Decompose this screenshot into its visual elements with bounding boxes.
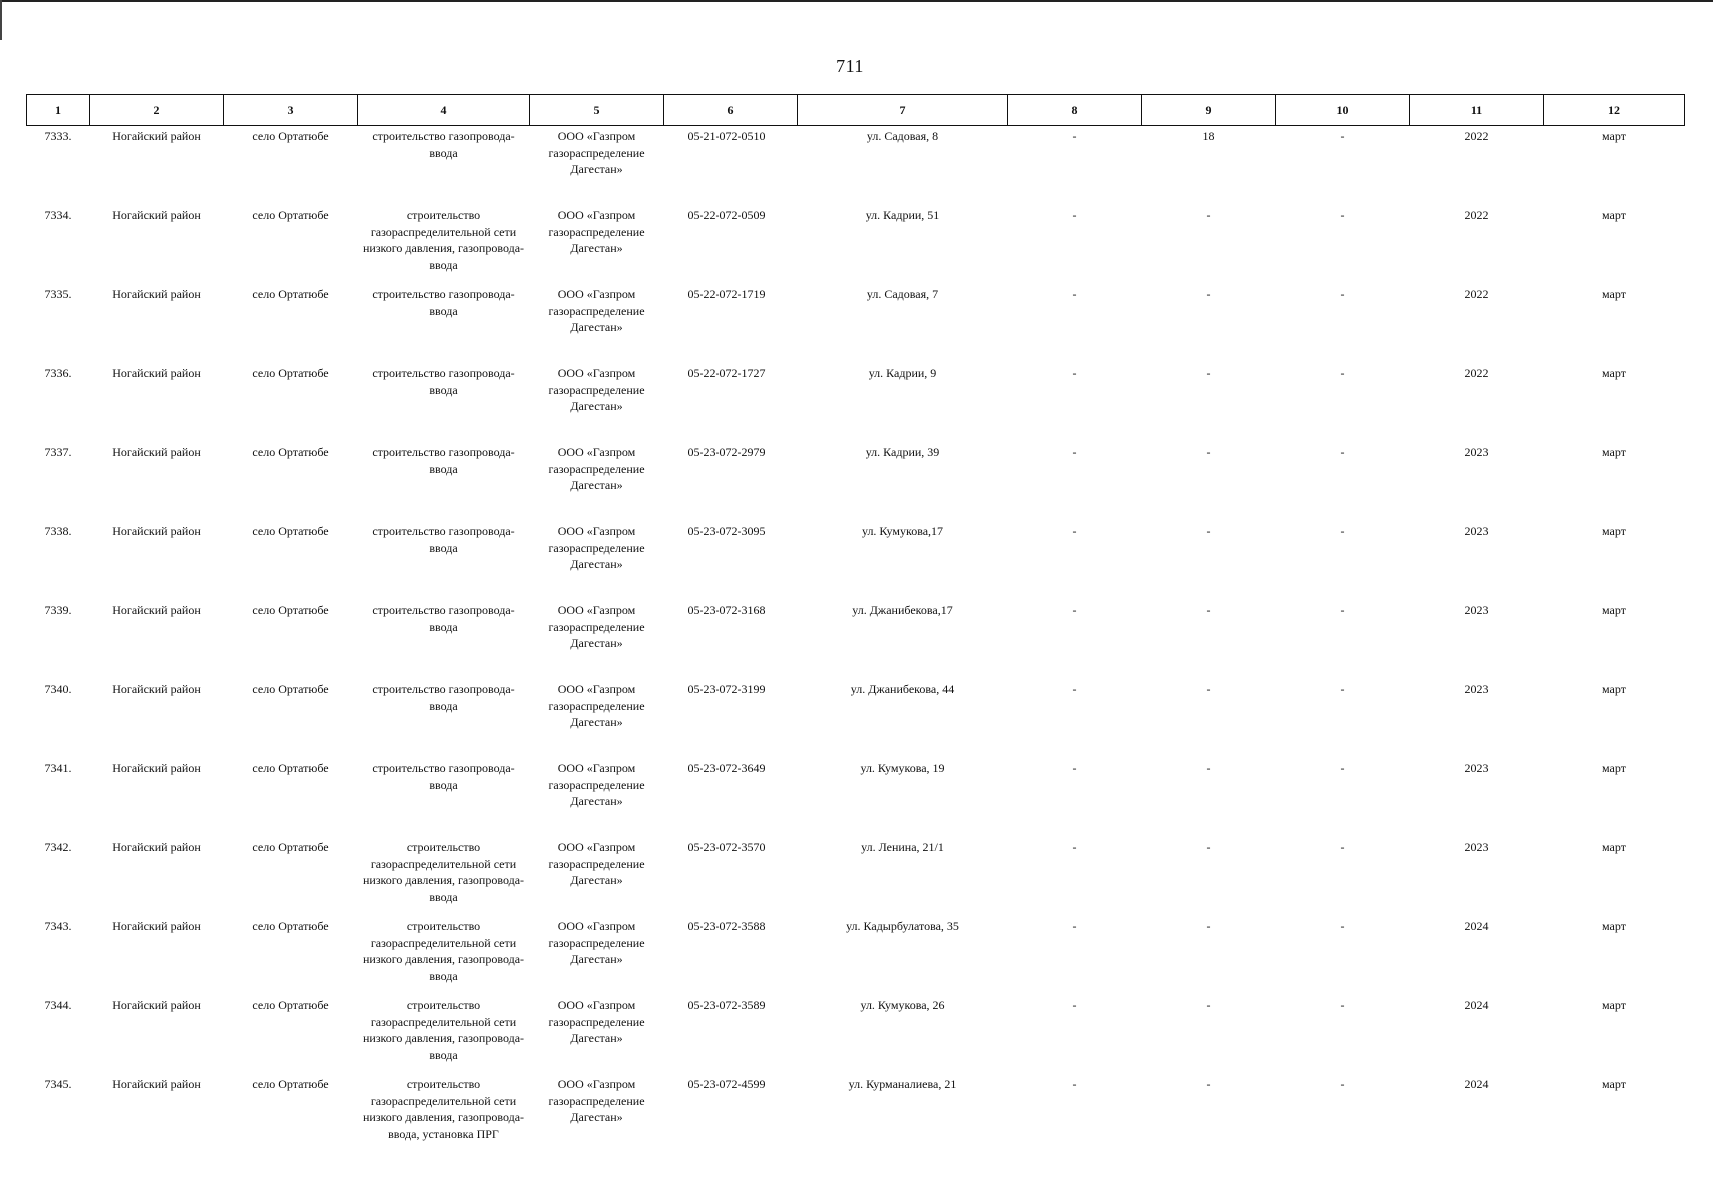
row-number: 7337. [44,445,72,459]
column-header-12: 12 [1544,95,1685,126]
column-header-3: 3 [224,95,358,126]
year-cell: 2023 [1464,524,1489,538]
district-cell: Ногайский район [112,1077,201,1091]
header-row [27,95,1685,126]
row-number: 7335. [44,287,72,301]
column-9-cell: - [1206,1077,1211,1091]
settlement-cell: село Ортатюбе [252,287,329,301]
column-header-4: 4 [358,95,530,126]
column-9-cell: - [1206,919,1211,933]
register-table [26,94,1685,1155]
district-cell: Ногайский район [112,208,201,222]
column-8-cell: - [1072,1077,1077,1091]
settlement-cell: село Ортатюбе [252,840,329,854]
column-10-cell: - [1340,208,1345,222]
table-header [27,95,1685,126]
year-cell: 2023 [1464,761,1489,775]
district-cell: Ногайский район [112,129,201,143]
year-cell: 2023 [1464,840,1489,854]
work-description-cell: строительство газопровода-ввода [372,524,515,555]
column-header-6: 6 [664,95,798,126]
organization-cell: ООО «Газпром газораспределение Дагестан» [548,840,645,887]
column-9-cell: 18 [1202,129,1215,143]
year-cell: 2024 [1464,998,1489,1012]
column-8-cell: - [1072,919,1077,933]
month-cell: март [1602,287,1626,301]
column-8-cell: - [1072,445,1077,459]
year-cell: 2024 [1464,1077,1489,1091]
table-row [27,602,1685,681]
work-description-cell: строительство газопровода-ввода [372,761,515,792]
column-10-cell: - [1340,998,1345,1012]
organization-cell: ООО «Газпром газораспределение Дагестан» [548,366,645,413]
table-row [27,126,1685,208]
cadastral-number-cell: 05-23-072-3589 [687,998,766,1012]
column-9-cell: - [1206,366,1211,380]
column-8-cell: - [1072,998,1077,1012]
table-row [27,286,1685,365]
address-cell: ул. Кадрии, 9 [868,366,937,380]
month-cell: март [1602,445,1626,459]
column-10-cell: - [1340,129,1345,143]
settlement-cell: село Ортатюбе [252,998,329,1012]
column-header-1: 1 [27,95,90,126]
column-9-cell: - [1206,603,1211,617]
year-cell: 2023 [1464,445,1489,459]
district-cell: Ногайский район [112,287,201,301]
settlement-cell: село Ортатюбе [252,1077,329,1091]
district-cell: Ногайский район [112,761,201,775]
work-description-cell: строительство газопровода-ввода [372,603,515,634]
work-description-cell: строительство газораспределительной сети низкого давления, газопровода-ввода [362,919,525,983]
table-row [27,444,1685,523]
column-header-5: 5 [530,95,664,126]
organization-cell: ООО «Газпром газораспределение Дагестан» [548,603,645,650]
row-number: 7344. [44,998,72,1012]
work-description-cell: строительство газораспределительной сети низкого давления, газопровода-ввода, установка ПРГ [362,1077,525,1141]
cadastral-number-cell: 05-23-072-3588 [687,919,766,933]
address-cell: ул. Джанибекова, 44 [850,682,955,696]
table-row [27,523,1685,602]
organization-cell: ООО «Газпром газораспределение Дагестан» [548,919,645,966]
year-cell: 2023 [1464,682,1489,696]
month-cell: март [1602,761,1626,775]
column-8-cell: - [1072,366,1077,380]
address-cell: ул. Кумукова, 19 [860,761,945,775]
column-10-cell: - [1340,919,1345,933]
cadastral-number-cell: 05-22-072-0509 [687,208,766,222]
cadastral-number-cell: 05-22-072-1719 [687,287,766,301]
organization-cell: ООО «Газпром газораспределение Дагестан» [548,998,645,1045]
settlement-cell: село Ортатюбе [252,761,329,775]
table-row [27,207,1685,286]
column-9-cell: - [1206,445,1211,459]
table-row [27,918,1685,997]
column-header-10: 10 [1276,95,1410,126]
column-10-cell: - [1340,287,1345,301]
district-cell: Ногайский район [112,998,201,1012]
row-number: 7345. [44,1077,72,1091]
row-number: 7333. [44,129,72,143]
settlement-cell: село Ортатюбе [252,682,329,696]
district-cell: Ногайский район [112,445,201,459]
row-number: 7334. [44,208,72,222]
address-cell: ул. Кадырбулатова, 35 [846,919,959,933]
organization-cell: ООО «Газпром газораспределение Дагестан» [548,445,645,492]
settlement-cell: село Ортатюбе [252,366,329,380]
column-10-cell: - [1340,761,1345,775]
column-8-cell: - [1072,129,1077,143]
address-cell: ул. Джанибекова,17 [852,603,953,617]
work-description-cell: строительство газораспределительной сети низкого давления, газопровода-ввода [362,840,525,904]
row-number: 7339. [44,603,72,617]
year-cell: 2023 [1464,603,1489,617]
settlement-cell: село Ортатюбе [252,129,329,143]
work-description-cell: строительство газораспределительной сети низкого давления, газопровода-ввода [362,998,525,1062]
district-cell: Ногайский район [112,524,201,538]
month-cell: март [1602,524,1626,538]
column-10-cell: - [1340,366,1345,380]
column-10-cell: - [1340,1077,1345,1091]
column-header-9: 9 [1142,95,1276,126]
district-cell: Ногайский район [112,682,201,696]
address-cell: ул. Курманалиева, 21 [848,1077,957,1091]
column-10-cell: - [1340,524,1345,538]
column-9-cell: - [1206,998,1211,1012]
year-cell: 2022 [1464,366,1489,380]
column-10-cell: - [1340,840,1345,854]
settlement-cell: село Ортатюбе [252,524,329,538]
cadastral-number-cell: 05-23-072-3570 [687,840,766,854]
cadastral-number-cell: 05-23-072-3095 [687,524,766,538]
address-cell: ул. Кумукова,17 [861,524,944,538]
column-10-cell: - [1340,603,1345,617]
month-cell: март [1602,208,1626,222]
scan-border-top [0,0,1713,2]
work-description-cell: строительство газораспределительной сети низкого давления, газопровода-ввода [362,208,525,272]
table-row [27,1076,1685,1155]
district-cell: Ногайский район [112,603,201,617]
month-cell: март [1602,919,1626,933]
organization-cell: ООО «Газпром газораспределение Дагестан» [548,129,645,176]
cadastral-number-cell: 05-21-072-0510 [687,129,766,143]
table-row [27,681,1685,760]
address-cell: ул. Кумукова, 26 [860,998,945,1012]
address-cell: ул. Садовая, 8 [866,129,939,143]
column-10-cell: - [1340,445,1345,459]
month-cell: март [1602,682,1626,696]
table-body [27,126,1685,1156]
column-header-8: 8 [1008,95,1142,126]
row-number: 7342. [44,840,72,854]
work-description-cell: строительство газопровода-ввода [372,129,515,160]
year-cell: 2024 [1464,919,1489,933]
cadastral-number-cell: 05-23-072-3649 [687,761,766,775]
organization-cell: ООО «Газпром газораспределение Дагестан» [548,287,645,334]
year-cell: 2022 [1464,208,1489,222]
table-row [27,839,1685,918]
year-cell: 2022 [1464,287,1489,301]
settlement-cell: село Ортатюбе [252,603,329,617]
organization-cell: ООО «Газпром газораспределение Дагестан» [548,761,645,808]
work-description-cell: строительство газопровода-ввода [372,445,515,476]
organization-cell: ООО «Газпром газораспределение Дагестан» [548,1077,645,1124]
cadastral-number-cell: 05-22-072-1727 [687,366,766,380]
year-cell: 2022 [1464,129,1489,143]
row-number: 7340. [44,682,72,696]
column-8-cell: - [1072,761,1077,775]
month-cell: март [1602,998,1626,1012]
month-cell: март [1602,603,1626,617]
organization-cell: ООО «Газпром газораспределение Дагестан» [548,524,645,571]
column-9-cell: - [1206,524,1211,538]
month-cell: март [1602,1077,1626,1091]
address-cell: ул. Садовая, 7 [866,287,939,301]
address-cell: ул. Кадрии, 39 [865,445,940,459]
table-row [27,760,1685,839]
cadastral-number-cell: 05-23-072-4599 [687,1077,766,1091]
settlement-cell: село Ортатюбе [252,208,329,222]
column-9-cell: - [1206,208,1211,222]
month-cell: март [1602,840,1626,854]
row-number: 7341. [44,761,72,775]
column-header-7: 7 [798,95,1008,126]
scan-border-left [0,0,2,40]
district-cell: Ногайский район [112,366,201,380]
column-8-cell: - [1072,840,1077,854]
month-cell: март [1602,366,1626,380]
page-number: 711 [836,56,864,76]
work-description-cell: строительство газопровода-ввода [372,287,515,318]
column-8-cell: - [1072,524,1077,538]
column-9-cell: - [1206,761,1211,775]
column-8-cell: - [1072,287,1077,301]
column-header-11: 11 [1410,95,1544,126]
row-number: 7343. [44,919,72,933]
column-header-2: 2 [90,95,224,126]
row-number: 7336. [44,366,72,380]
column-8-cell: - [1072,208,1077,222]
column-9-cell: - [1206,840,1211,854]
column-9-cell: - [1206,287,1211,301]
address-cell: ул. Кадрии, 51 [865,208,940,222]
cadastral-number-cell: 05-23-072-3199 [687,682,766,696]
work-description-cell: строительство газопровода-ввода [372,366,515,397]
cadastral-number-cell: 05-23-072-3168 [687,603,766,617]
organization-cell: ООО «Газпром газораспределение Дагестан» [548,682,645,729]
district-cell: Ногайский район [112,840,201,854]
organization-cell: ООО «Газпром газораспределение Дагестан» [548,208,645,255]
address-cell: ул. Ленина, 21/1 [861,840,944,854]
district-cell: Ногайский район [112,919,201,933]
settlement-cell: село Ортатюбе [252,445,329,459]
table-row [27,365,1685,444]
column-10-cell: - [1340,682,1345,696]
column-8-cell: - [1072,682,1077,696]
row-number: 7338. [44,524,72,538]
cadastral-number-cell: 05-23-072-2979 [687,445,766,459]
column-8-cell: - [1072,603,1077,617]
settlement-cell: село Ортатюбе [252,919,329,933]
column-9-cell: - [1206,682,1211,696]
table-row [27,997,1685,1076]
work-description-cell: строительство газопровода-ввода [372,682,515,713]
month-cell: март [1602,129,1626,143]
